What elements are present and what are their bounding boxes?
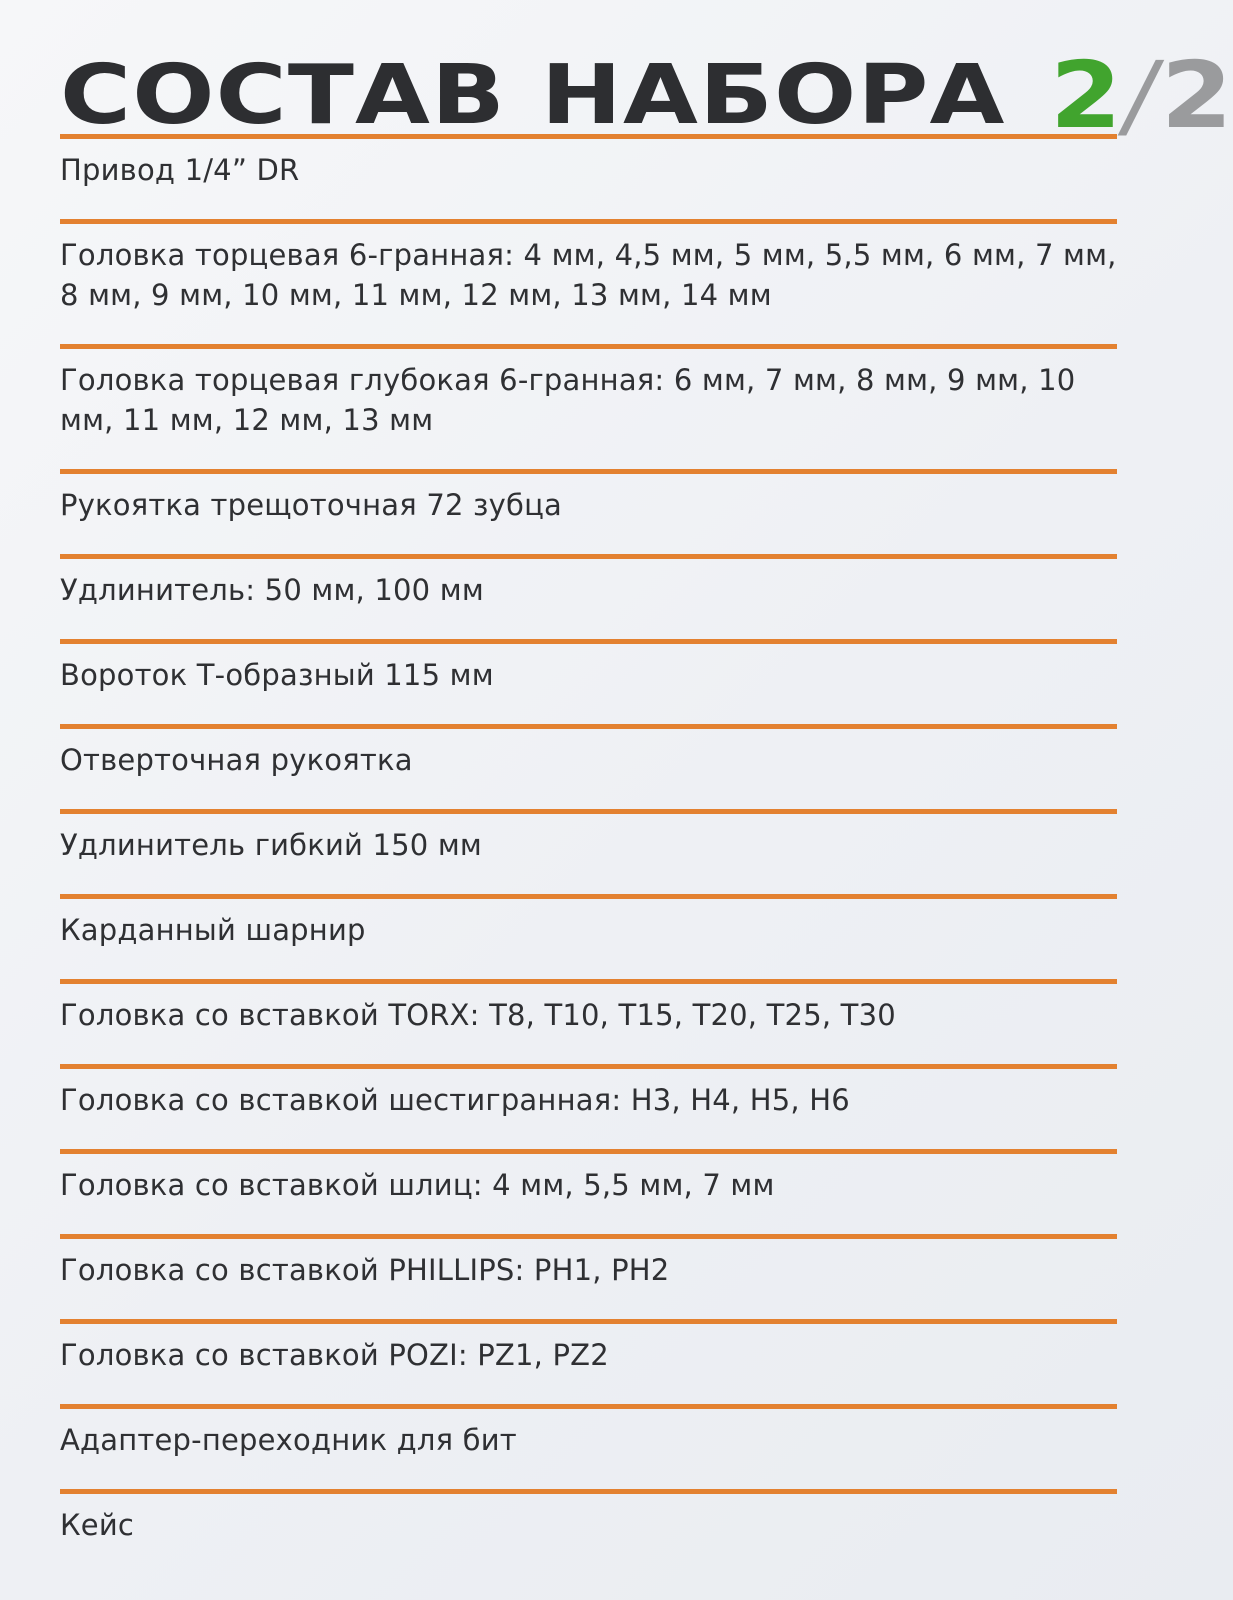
list-item: Удлинитель гибкий 150 мм bbox=[60, 809, 1117, 894]
kit-contents-list bbox=[60, 134, 1117, 1559]
page-counter bbox=[1050, 42, 1233, 149]
page-total-number: 2 bbox=[1160, 42, 1233, 149]
list-item: Головка со вставкой шестигранная: H3, H4, H5, H6 bbox=[60, 1064, 1117, 1149]
list-item: Вороток Т-образный 115 мм bbox=[60, 639, 1117, 724]
list-item: Головка со вставкой PHILLIPS: PH1, PH2 bbox=[60, 1234, 1117, 1319]
header bbox=[60, 42, 1233, 149]
list-item: Привод 1/4” DR bbox=[60, 134, 1117, 219]
list-item: Адаптер-переходник для бит bbox=[60, 1404, 1117, 1489]
page-title: СОСТАВ НАБОРА bbox=[60, 48, 1006, 143]
list-item: Кейс bbox=[60, 1489, 1117, 1559]
list-item: Головка со вставкой шлиц: 4 мм, 5,5 мм, 7 мм bbox=[60, 1149, 1117, 1234]
list-item: Карданный шарнир bbox=[60, 894, 1117, 979]
list-item: Рукоятка трещоточная 72 зубца bbox=[60, 469, 1117, 554]
list-item: Головка со вставкой POZI: PZ1, PZ2 bbox=[60, 1319, 1117, 1404]
list-item: Головка со вставкой TORX: T8, T10, T15, T20, T25, T30 bbox=[60, 979, 1117, 1064]
list-item: Удлинитель: 50 мм, 100 мм bbox=[60, 554, 1117, 639]
list-item: Головка торцевая 6-гранная: 4 мм, 4,5 мм, 5 мм, 5,5 мм, 6 мм, 7 мм, 8 мм, 9 мм, 10 мм, 11 мм, 12 мм, 13 мм, 14 мм bbox=[60, 219, 1117, 344]
page-separator: / bbox=[1115, 42, 1168, 149]
list-item: Отверточная рукоятка bbox=[60, 724, 1117, 809]
list-item: Головка торцевая глубокая 6-гранная: 6 мм, 7 мм, 8 мм, 9 мм, 10 мм, 11 мм, 12 мм, 13 мм bbox=[60, 344, 1117, 469]
page-current-number: 2 bbox=[1050, 42, 1122, 149]
